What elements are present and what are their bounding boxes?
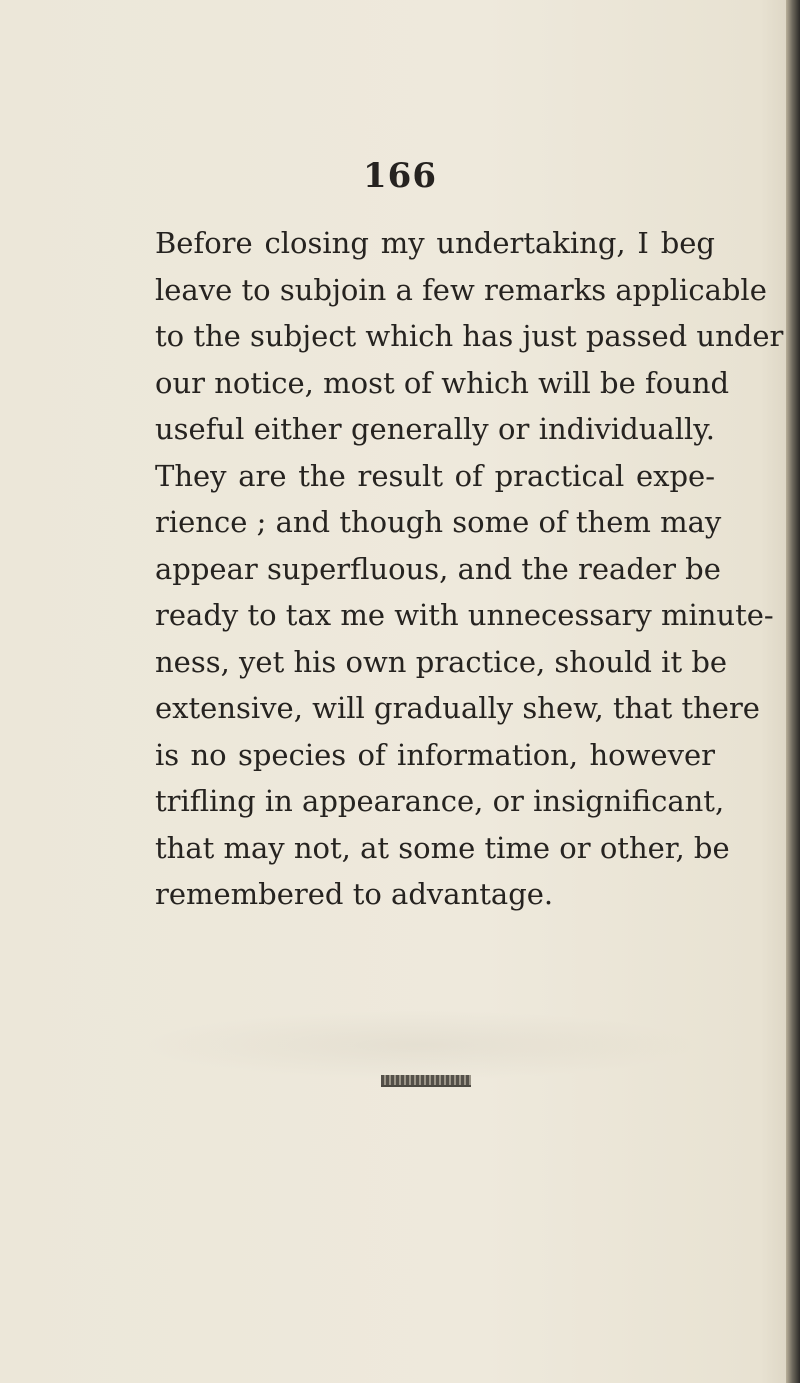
binding-edge: [786, 0, 800, 1383]
text-line: leave to subjoin a few remarks applicable: [155, 272, 767, 307]
bleed-through-shadow: [140, 1010, 700, 1080]
text-line: useful either generally or individually.: [155, 412, 715, 446]
text-line: ready to tax me with unnecessary minute-: [155, 598, 774, 632]
text-line-last: remembered to advantage.: [155, 877, 554, 911]
text-line: extensive, will gradually shew, that there: [155, 691, 760, 725]
text-line: our notice, most of which will be found: [155, 365, 730, 400]
text-line: that may not, at some time or other, be: [155, 830, 730, 865]
text-line: to the subject which has just passed under: [155, 319, 784, 353]
text-line: ness, yet his own practice, should it be: [155, 644, 728, 679]
text-line: They are the result of practical expe-: [155, 458, 715, 493]
printer-ornament: [381, 1075, 471, 1087]
text-line: rience ; and though some of them may: [155, 505, 722, 539]
body-paragraph: [155, 220, 784, 918]
text-line: trifling in appearance, or insignificant,: [155, 784, 725, 818]
text-line: appear superfluous, and the reader be: [155, 551, 721, 586]
text-line: is no species of information, however: [155, 737, 715, 772]
page-number: 166: [363, 156, 437, 196]
text-line: Before closing my undertaking, I beg: [155, 226, 715, 260]
